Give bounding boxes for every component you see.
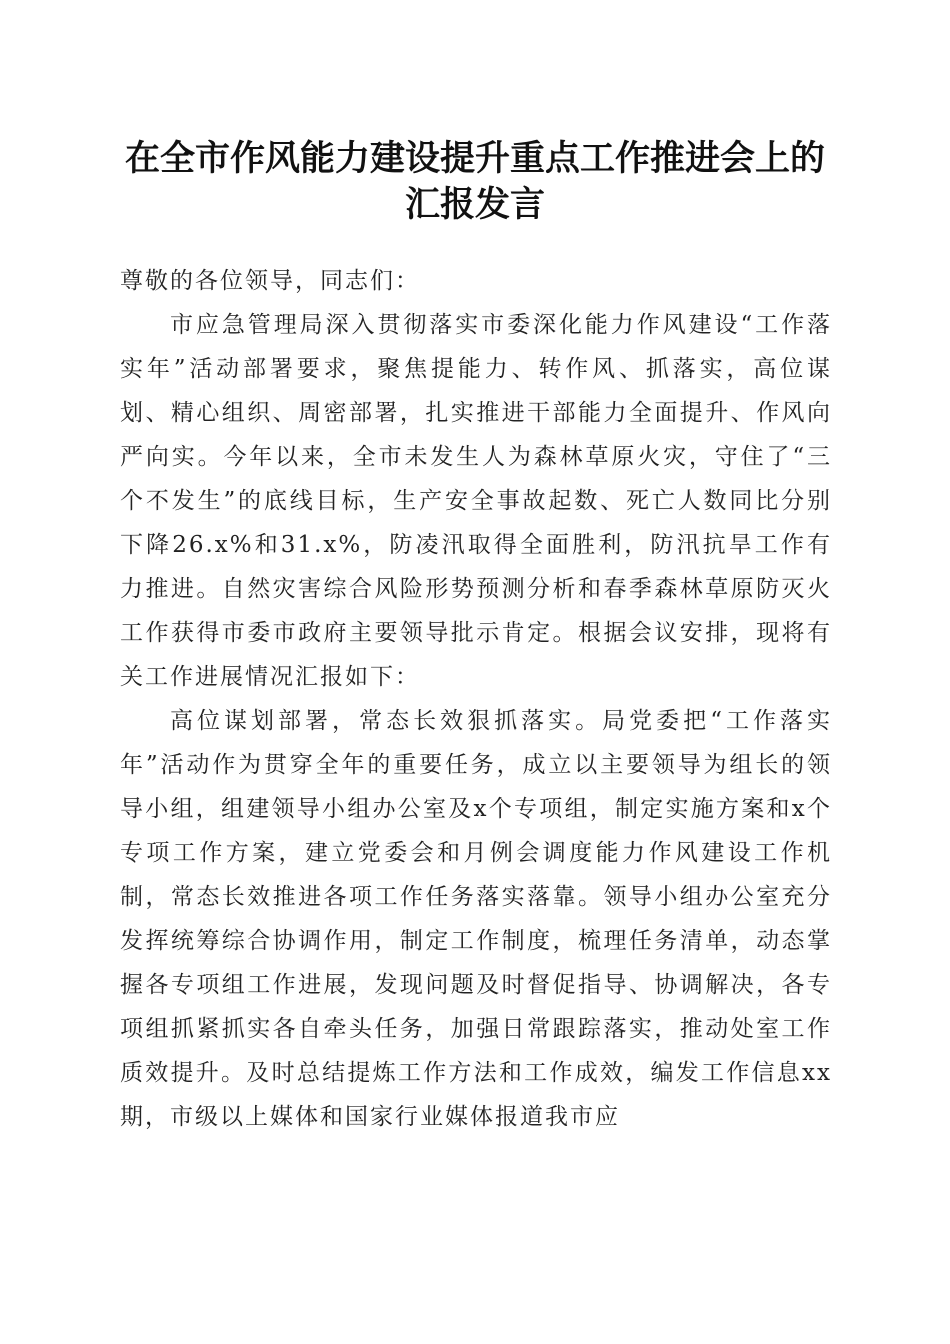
paragraph-intro: 市应急管理局深入贯彻落实市委深化能力作风建设“工作落实年”活动部署要求，聚焦提能力、转作风、抓落实，高位谋划、精心组织、周密部署，扎实推进干部能力全面提升、作风向严向实。今年以来，全市未发生人为森林草原火灾，守住了“三个不发生”的底线目标，生产安全事故起数、死亡人数同比分别下降26.x%和31.x%，防凌汛取得全面胜利，防汛抗旱工作有力推进。自然灾害综合风险形势预测分析和春季森林草原防灭火工作获得市委市政府主要领导批示肯定。根据会议安排，现将有关工作进展情况汇报如下： <box>120 312 832 690</box>
title-line-1: 在全市作风能力建设提升重点工作推进会上的 <box>124 138 825 179</box>
salutation: 尊敬的各位领导，同志们： <box>120 268 420 294</box>
document-body <box>120 259 832 1139</box>
document-title <box>100 136 850 228</box>
title-line-2: 汇报发言 <box>404 184 545 225</box>
paragraph-planning: 高位谋划部署，常态长效狠抓落实。局党委把“工作落实年”活动作为贯穿全年的重要任务，成立以主要领导为组长的领导小组，组建领导小组办公室及x个专项组，制定实施方案和x个专项工作方案，建立党委会和月例会调度能力作风建设工作机制，常态长效推进各项工作任务落实落靠。领导小组办公室充分发挥统筹综合协调作用，制定工作制度，梳理任务清单，动态掌握各专项组工作进展，发现问题及时督促指导、协调解决，各专项组抓紧抓实各自牵头任务，加强日常跟踪落实，推动处室工作质效提升。及时总结提炼工作方法和工作成效，编发工作信息xx期，市级以上媒体和国家行业媒体报道我市应 <box>120 708 832 1130</box>
